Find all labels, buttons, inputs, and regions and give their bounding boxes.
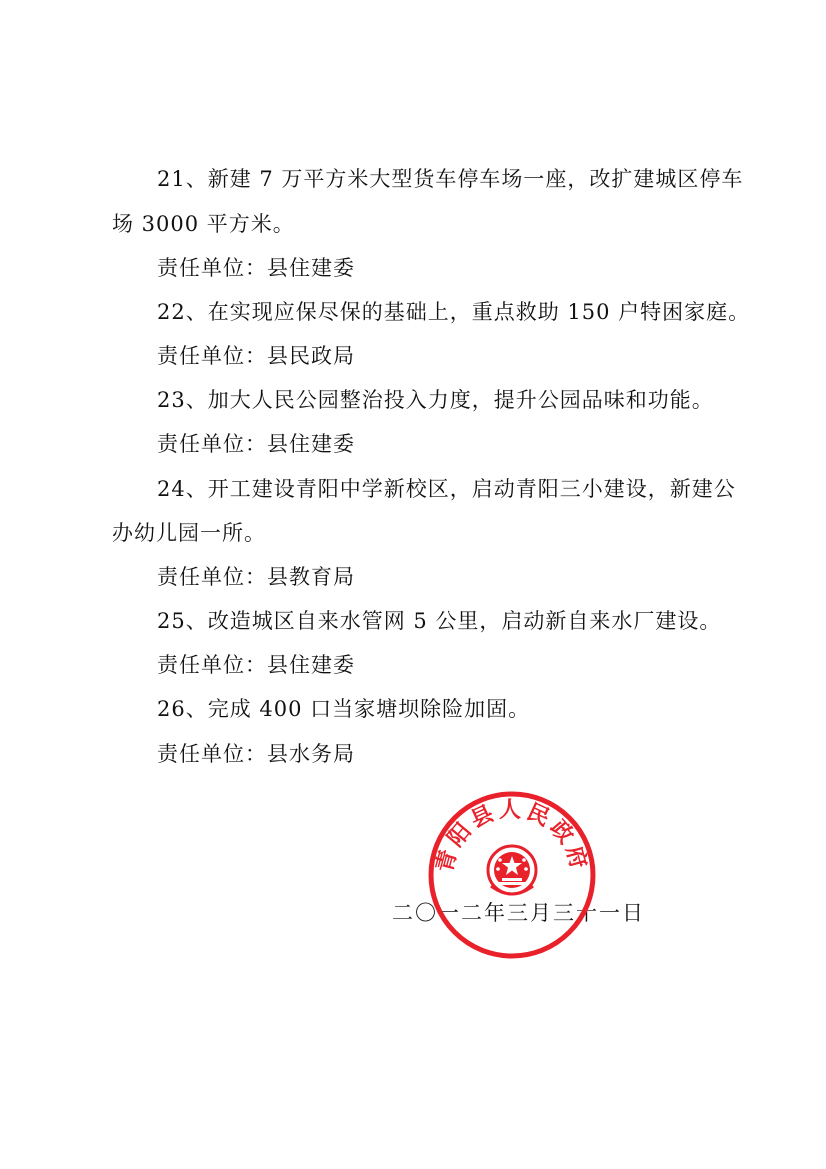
seal-outer-ring xyxy=(431,794,593,956)
official-seal xyxy=(427,790,597,960)
item-22-responsible: 责任单位：县民政局 xyxy=(157,344,355,368)
item-26-line-1: 26、完成 400 口当家塘坝除险加固。 xyxy=(157,697,531,721)
seal-text: 青阳县人民政府 xyxy=(431,796,593,876)
item-23-responsible: 责任单位：县住建委 xyxy=(157,432,355,456)
item-24-responsible: 责任单位：县教育局 xyxy=(157,565,355,589)
item-21-responsible: 责任单位：县住建委 xyxy=(157,256,355,280)
item-26-responsible: 责任单位：县水务局 xyxy=(157,742,355,766)
item-21-line-2: 场 3000 平方米。 xyxy=(112,212,295,236)
item-22-line-1: 22、在实现应保尽保的基础上，重点救助 150 户特困家庭。 xyxy=(157,300,751,324)
item-25-line-1: 25、改造城区自来水管网 5 公里，启动新自来水厂建设。 xyxy=(157,609,722,633)
item-25-responsible: 责任单位：县住建委 xyxy=(157,653,355,677)
document-date: 二〇一二年三月三十一日 xyxy=(392,901,645,925)
item-23-line-1: 23、加大人民公园整治投入力度，提升公园品味和功能。 xyxy=(157,388,714,412)
item-24-line-2: 办幼儿园一所。 xyxy=(112,521,266,545)
item-24-line-1: 24、开工建设青阳中学新校区，启动青阳三小建设，新建公 xyxy=(157,477,736,501)
item-21-line-1: 21、新建 7 万平方米大型货车停车场一座，改扩建城区停车 xyxy=(157,167,744,191)
national-emblem-icon xyxy=(488,846,536,894)
